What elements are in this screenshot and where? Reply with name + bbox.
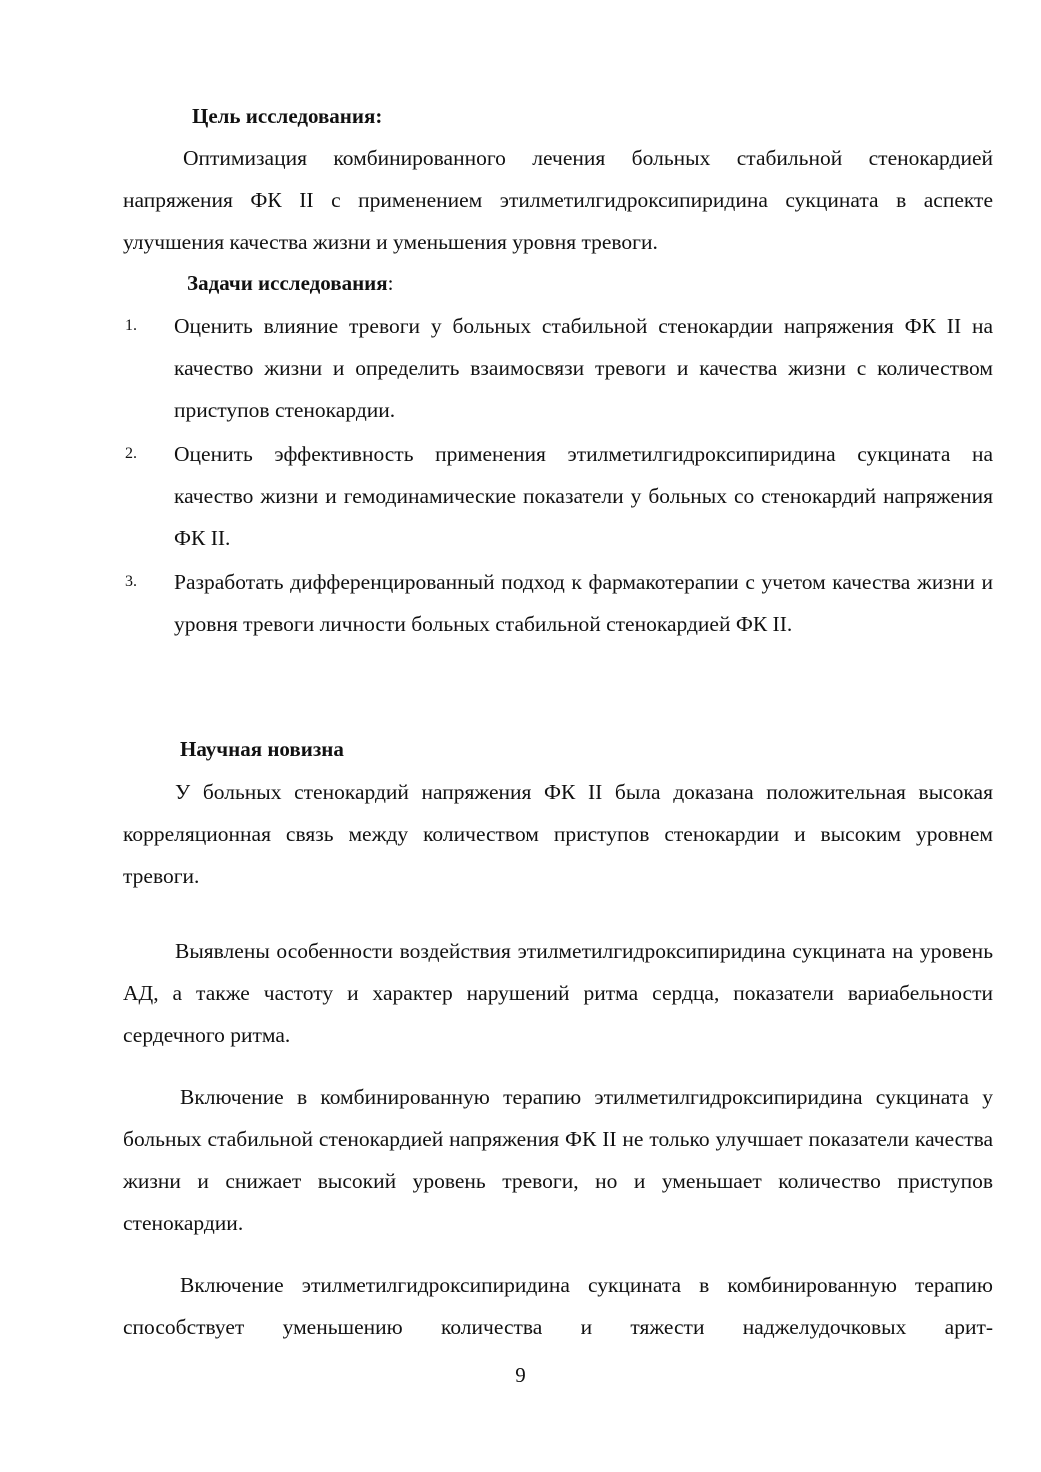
novelty-paragraph-3: Включение в комбинированную терапию этилметилгидроксипиридина сукцината у больных стабильной стенокардией напряжения ФК II не только улучшает показатели качества жизни и снижает высокий уровень тревоги, но и уменьшает количество приступов стенокардии. [123, 1085, 993, 1235]
novelty-paragraph-1: У больных стенокардий напряжения ФК II была доказана положительная высокая корреляционная связь между количеством приступов стенокардии и высоким уровнем тревоги. [123, 780, 993, 888]
tasks-heading-label: Задачи исследования [187, 271, 388, 295]
goal-heading: Цель исследования: [192, 104, 383, 128]
novelty-paragraph-4: Включение этилметилгидроксипиридина сукцината в комбинированную терапию способствует уменьшению количества и тяжести наджелудочковых арит- [123, 1273, 993, 1339]
list-item-text: Оценить влияние тревоги у больных стабильной стенокардии напряжения ФК II на качество жизни и определить взаимосвязи тревоги и качества жизни с количеством приступов стенокардии. [174, 314, 993, 422]
list-item-text: Разработать дифференцированный подход к фармакотерапии с учетом качества жизни и уровня тревоги личности больных стабильной стенокардией ФК II. [174, 570, 993, 636]
tasks-heading [187, 268, 393, 298]
goal-text: Оптимизация комбинированного лечения больных стабильной стенокардией напряжения ФК II с применением этилметилгидроксипиридина сукцината в аспекте улучшения качества жизни и уменьшения уровня тревоги. [123, 146, 993, 254]
novelty-heading: Научная новизна [180, 737, 344, 761]
list-item [123, 305, 993, 431]
novelty-paragraph-2: Выявлены особенности воздействия этилметилгидроксипиридина сукцината на уровень АД, а также частоту и характер нарушений ритма сердца, показатели вариабельности сердечного ритма. [123, 939, 993, 1047]
tasks-heading-colon: : [387, 271, 394, 295]
list-item [123, 561, 993, 645]
list-item [123, 433, 993, 559]
list-item-number: 2. [125, 445, 137, 462]
tasks-list [123, 305, 993, 647]
list-item-number: 3. [125, 573, 137, 590]
page-number: 9 [515, 1363, 526, 1387]
list-item-text: Оценить эффективность применения этилметилгидроксипиридина сукцината на качество жизни и гемодинамические показатели у больных со стенокардий напряжения ФК II. [174, 442, 993, 550]
list-item-number: 1. [125, 317, 137, 334]
